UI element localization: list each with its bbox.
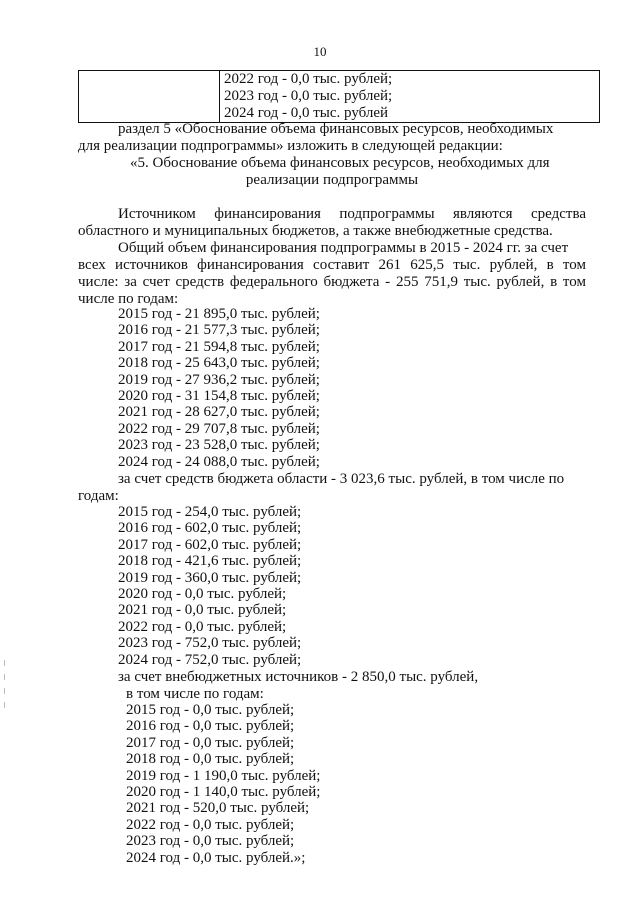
list-item: 2016 год - 0,0 тыс. рублей; — [126, 718, 295, 735]
paragraph-line: годам: — [78, 488, 119, 504]
list-item: 2023 год - 752,0 тыс. рублей; — [118, 635, 302, 652]
table-empty-cell — [79, 71, 220, 123]
list-item: 2019 год - 27 936,2 тыс. рублей; — [118, 371, 320, 388]
paragraph-line: за счет внебюджетных источников - 2 850,0 тыс. рублей, — [118, 669, 479, 685]
list-item: 2019 год - 360,0 тыс. рублей; — [118, 569, 302, 586]
list-item: 2016 год - 21 577,3 тыс. рублей; — [118, 322, 320, 339]
list-item: 2018 год - 421,6 тыс. рублей; — [118, 553, 302, 570]
list-item: 2015 год - 254,0 тыс. рублей; — [118, 504, 302, 520]
paragraph-line: всех источников финансирования составит 261 625,5 тыс. рублей, в том — [78, 257, 586, 273]
list-item: 2015 год - 21 895,0 тыс. рублей; — [118, 306, 320, 322]
paragraph-line: Общий объем финансирования подпрограммы в 2015 - 2024 гг. за счет — [118, 240, 569, 256]
budget-table-fragment — [78, 70, 600, 123]
intro-line: раздел 5 «Обоснование объема финансовых ресурсов, необходимых — [118, 121, 554, 137]
list-item: 2020 год - 1 140,0 тыс. рублей; — [126, 783, 321, 800]
list-item: 2022 год - 29 707,8 тыс. рублей; — [118, 420, 320, 437]
paragraph-line: числе: за счет средств федерального бюджета - 255 751,9 тыс. рублей, в том — [78, 274, 586, 290]
list-item: 2021 год - 520,0 тыс. рублей; — [126, 800, 310, 817]
page-number: 10 — [313, 44, 327, 59]
federal-years-list — [118, 306, 320, 470]
list-item: 2020 год - 31 154,8 тыс. рублей; — [118, 387, 320, 404]
section-title: «5. Обоснование объема финансовых ресурсов, необходимых для — [130, 155, 550, 171]
paragraph-line: числе по годам: — [78, 291, 179, 307]
section-title: реализации подпрограммы — [245, 172, 419, 188]
table-row: 2024 год - 0,0 тыс. рублей — [224, 105, 389, 121]
extra-years-list — [126, 702, 320, 866]
regional-years-list — [118, 504, 301, 668]
list-item: 2017 год - 0,0 тыс. рублей; — [126, 734, 295, 751]
list-item: 2021 год - 28 627,0 тыс. рублей; — [118, 404, 320, 421]
list-item: 2018 год - 0,0 тыс. рублей; — [126, 751, 295, 768]
list-item: 2017 год - 602,0 тыс. рублей; — [118, 536, 302, 553]
list-item: 2024 год - 752,0 тыс. рублей; — [118, 651, 302, 668]
table-values-cell — [220, 71, 600, 123]
table-row: 2022 год - 0,0 тыс. рублей; — [224, 71, 393, 87]
list-item: 2015 год - 0,0 тыс. рублей; — [126, 702, 295, 718]
intro-line: для реализации подпрограммы» изложить в следующей редакции: — [78, 138, 503, 154]
list-item: 2022 год - 0,0 тыс. рублей; — [126, 816, 295, 833]
scan-margin-marks — [4, 660, 6, 716]
list-item: 2021 год - 0,0 тыс. рублей; — [118, 602, 287, 619]
list-item: 2024 год - 24 088,0 тыс. рублей; — [118, 453, 320, 470]
paragraph-line: за счет средств бюджета области - 3 023,6 тыс. рублей, в том числе по — [118, 471, 565, 487]
list-item: 2022 год - 0,0 тыс. рублей; — [118, 618, 287, 635]
list-item: 2023 год - 0,0 тыс. рублей; — [126, 833, 295, 850]
list-item: 2023 год - 23 528,0 тыс. рублей; — [118, 437, 320, 454]
list-item: 2018 год - 25 643,0 тыс. рублей; — [118, 355, 320, 372]
list-item: 2024 год - 0,0 тыс. рублей.»; — [126, 849, 306, 866]
list-item: 2020 год - 0,0 тыс. рублей; — [118, 585, 287, 602]
paragraph-line: в том числе по годам: — [126, 686, 264, 702]
list-item: 2017 год - 21 594,8 тыс. рублей; — [118, 338, 320, 355]
paragraph-line: Источником финансирования подпрограммы являются средства — [118, 206, 586, 222]
list-item: 2019 год - 1 190,0 тыс. рублей; — [126, 767, 321, 784]
table-row: 2023 год - 0,0 тыс. рублей; — [224, 88, 393, 104]
list-item: 2016 год - 602,0 тыс. рублей; — [118, 520, 302, 537]
paragraph-line: областного и муниципальных бюджетов, а также внебюджетные средства. — [78, 223, 553, 239]
